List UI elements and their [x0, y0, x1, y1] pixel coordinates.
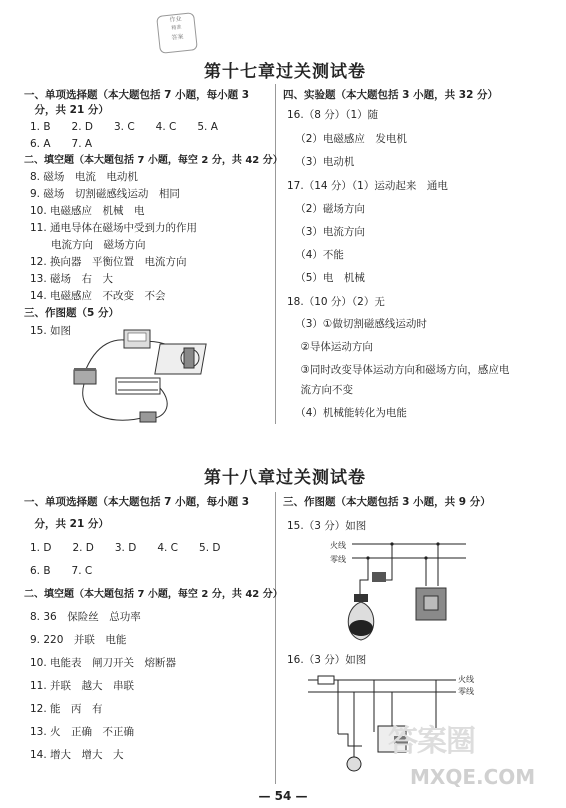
ch17-apparatus-figure [66, 322, 236, 428]
ch17-right-line: ③同时改变导体运动方向和磁场方向，感应电 [290, 364, 510, 376]
ch17-left-line: 9. 磁场 切割磁感线运动 相同 [30, 188, 180, 200]
ch17-right-line: （3）①做切割磁感线运动时 [290, 318, 427, 330]
fig15-neutral-label: 零线 [330, 555, 346, 564]
ch17-left-line: 14. 电磁感应 不改变 不会 [30, 290, 166, 302]
page-number: — 54 — [258, 789, 308, 803]
ch18-right-line: 三、作图题（本大题包括 3 小题，共 9 分） [283, 496, 491, 508]
ch18-left-line: 6. B 7. C [30, 565, 93, 577]
ch17-right-line: 16.（8 分）（1）随 [287, 109, 379, 121]
ch18-title: 第十八章过关测试卷 [204, 468, 366, 488]
ch17-right-line: （2）磁场方向 [290, 203, 365, 215]
ch17-left-line: 一、单项选择题（本大题包括 7 小题，每小题 3 [24, 89, 250, 101]
ch17-right-line: 四、实验题（本大题包括 3 小题，共 32 分） [283, 89, 499, 101]
ch18-left-line: 分，共 21 分） [24, 518, 109, 530]
ch17-left-line: 6. A 7. A [30, 138, 93, 150]
ch17-left-line: 二、填空题（本大题包括 7 小题，每空 2 分，共 42 分） [24, 155, 283, 166]
fig15-live-label: 火线 [330, 541, 346, 550]
fig16-live-label: 火线 [458, 675, 474, 684]
ch18-fig15-circuit [330, 536, 470, 644]
ch17-left-line: 电流方向 磁场方向 [30, 239, 146, 251]
ch18-left-line: 二、填空题（本大题包括 7 小题，每空 2 分，共 42 分） [24, 589, 283, 600]
fig16-neutral-label: 零线 [458, 687, 474, 696]
ch17-right-line: 流方向不变 [290, 384, 353, 396]
ch18-right-line: 16.（3 分）如图 [287, 654, 367, 666]
stamp: 作业 精准 答案 [156, 12, 198, 54]
ch17-left-line: 10. 电磁感应 机械 电 [30, 205, 145, 217]
ch18-left-line: 一、单项选择题（本大题包括 7 小题，每小题 3 [24, 496, 250, 508]
ch17-right-line: 17.（14 分）（1）运动起来 通电 [287, 180, 448, 192]
watermark-url: MXQE.COM [410, 765, 536, 789]
ch18-column-divider [275, 492, 276, 784]
ch17-left-line: 8. 磁场 电流 电动机 [30, 171, 138, 183]
ch17-right-line: （3）电流方向 [290, 226, 365, 238]
ch17-column-divider [275, 84, 276, 424]
ch18-right-line: 15.（3 分）如图 [287, 520, 367, 532]
ch17-right-line: （2）电磁感应 发电机 [290, 133, 407, 145]
ch18-left-line: 13. 火 正确 不正确 [30, 726, 135, 738]
ch17-right-line: （5）电 机械 [290, 272, 365, 284]
ch18-left-line: 9. 220 并联 电能 [30, 634, 127, 646]
ch17-left-line: 13. 磁场 右 大 [30, 273, 114, 285]
ch17-right-line: （3）电动机 [290, 156, 355, 168]
ch17-left-line: 11. 通电导体在磁场中受到力的作用 [30, 222, 198, 234]
ch17-left-line: 分，共 21 分） [24, 104, 109, 116]
ch17-right-line: （4）不能 [290, 249, 344, 261]
watermark: 答案圈 [388, 724, 475, 759]
ch17-right-line: 18.（10 分）（2）无 [287, 296, 385, 308]
ch18-left-line: 14. 增大 增大 大 [30, 749, 124, 761]
ch17-left-line: 15. 如图 [30, 325, 72, 337]
ch17-left-line: 1. B 2. D 3. C 4. C 5. A [30, 121, 218, 133]
ch18-left-line: 10. 电能表 闸刀开关 熔断器 [30, 657, 177, 669]
ch17-title: 第十七章过关测试卷 [204, 62, 366, 82]
ch18-left-line: 8. 36 保险丝 总功率 [30, 611, 141, 623]
ch17-right-line: （4）机械能转化为电能 [290, 407, 407, 419]
ch17-right-line: ②导体运动方向 [290, 341, 373, 353]
ch17-left-line: 三、作图题（5 分） [24, 307, 119, 319]
ch18-left-line: 1. D 2. D 3. D 4. C 5. D [30, 542, 221, 554]
ch17-left-line: 12. 换向器 平衡位置 电流方向 [30, 256, 187, 268]
ch18-left-line: 12. 能 丙 有 [30, 703, 103, 715]
ch18-left-line: 11. 并联 越大 串联 [30, 680, 135, 692]
